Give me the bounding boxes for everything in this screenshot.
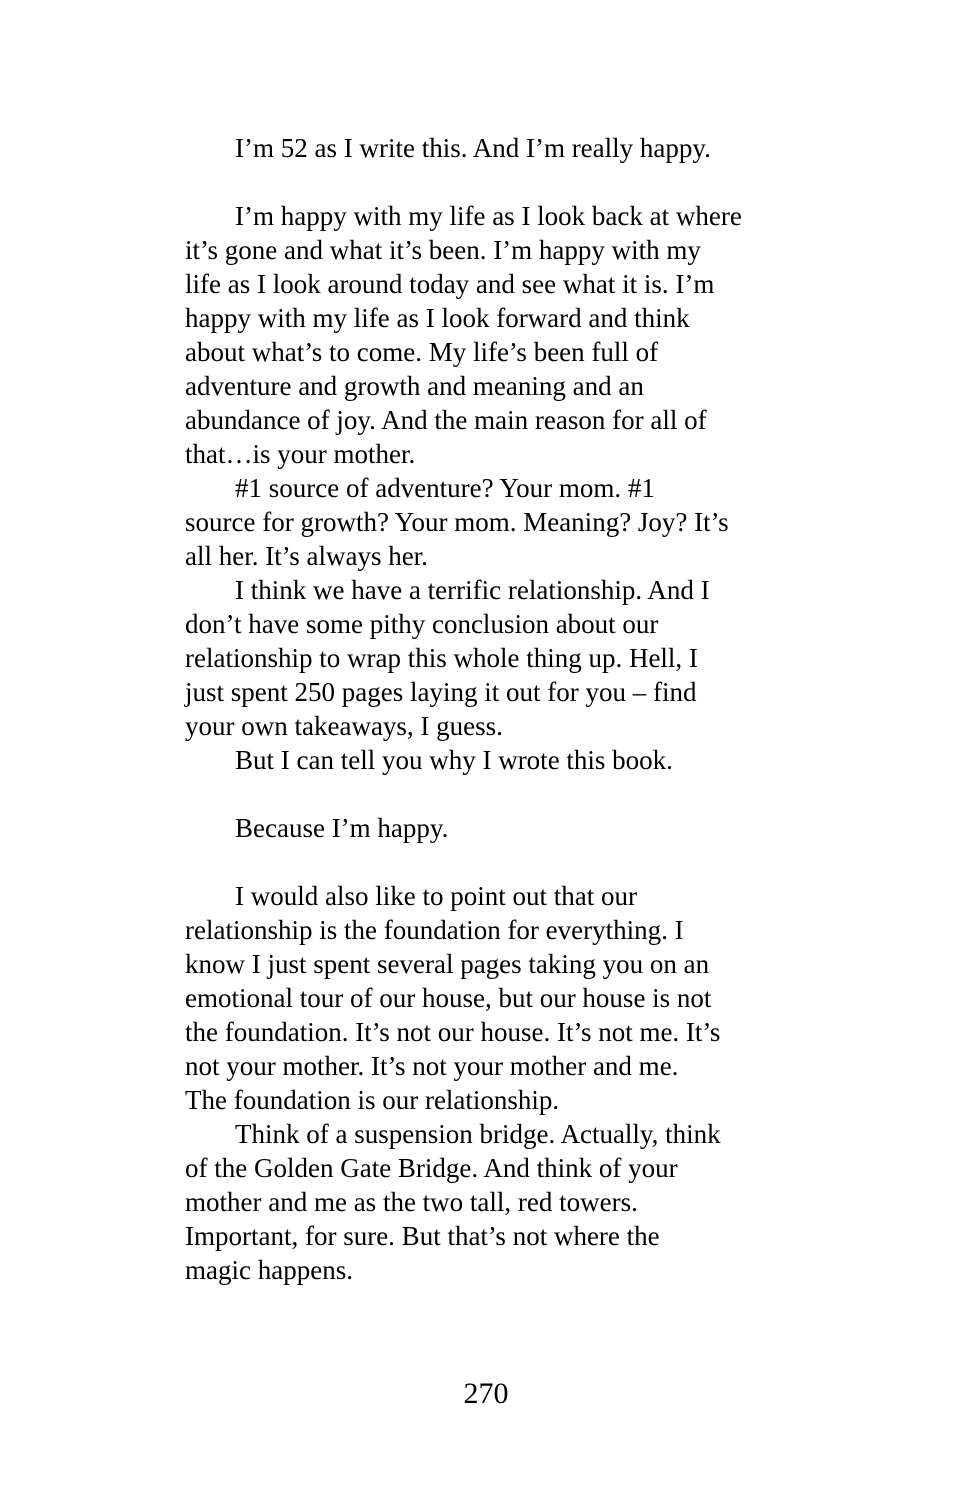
text-line: Because I’m happy.	[235, 813, 449, 843]
text-line: life as I look around today and see what it is. I’m	[185, 269, 715, 299]
text-line: adventure and growth and meaning and an	[185, 371, 644, 401]
text-line: all her. It’s always her.	[185, 541, 428, 571]
text-line: source for growth? Your mom. Meaning? Joy? It’s	[185, 507, 729, 537]
text-line: not your mother. It’s not your mother and me.	[185, 1051, 679, 1081]
paragraph	[185, 811, 787, 845]
text-line: about what’s to come. My life’s been full of	[185, 337, 659, 367]
text-line: mother and me as the two tall, red towers.	[185, 1187, 638, 1217]
text-line: emotional tour of our house, but our house is not	[185, 983, 712, 1013]
text-line: I would also like to point out that our	[235, 881, 637, 911]
text-line: The foundation is our relationship.	[185, 1085, 560, 1115]
page-text	[185, 131, 787, 1287]
text-line: I think we have a terrific relationship. And I	[235, 575, 710, 605]
text-line: know I just spent several pages taking you on an	[185, 949, 710, 979]
page-number: 270	[463, 1377, 509, 1410]
text-line: #1 source of adventure? Your mom. #1	[235, 473, 655, 503]
text-line: it’s gone and what it’s been. I’m happy with my	[185, 235, 701, 265]
paragraph	[185, 1117, 787, 1287]
text-line: don’t have some pithy conclusion about our	[185, 609, 659, 639]
text-line: But I can tell you why I wrote this book.	[235, 745, 673, 775]
text-line: happy with my life as I look forward and think	[185, 303, 690, 333]
paragraph	[185, 743, 787, 777]
paragraph	[185, 199, 787, 471]
text-line: the foundation. It’s not our house. It’s not me. It’s	[185, 1017, 721, 1047]
text-line: abundance of joy. And the main reason for all of	[185, 405, 707, 435]
paragraph	[185, 573, 787, 743]
text-line: just spent 250 pages laying it out for you – find	[185, 677, 697, 707]
text-line: Important, for sure. But that’s not where the	[185, 1221, 660, 1251]
text-line: that…is your mother.	[185, 439, 416, 469]
text-line: relationship is the foundation for everything. I	[185, 915, 684, 945]
text-line: I’m 52 as I write this. And I’m really happy.	[235, 133, 711, 163]
text-line: magic happens.	[185, 1255, 353, 1285]
text-line: your own takeaways, I guess.	[185, 711, 503, 741]
paragraph	[185, 471, 787, 573]
text-line: Think of a suspension bridge. Actually, think	[235, 1119, 721, 1149]
paragraph	[185, 131, 787, 165]
text-line: I’m happy with my life as I look back at where	[235, 201, 742, 231]
paragraph	[185, 879, 787, 1117]
text-line: of the Golden Gate Bridge. And think of your	[185, 1153, 678, 1183]
text-line: relationship to wrap this whole thing up. Hell, I	[185, 643, 698, 673]
